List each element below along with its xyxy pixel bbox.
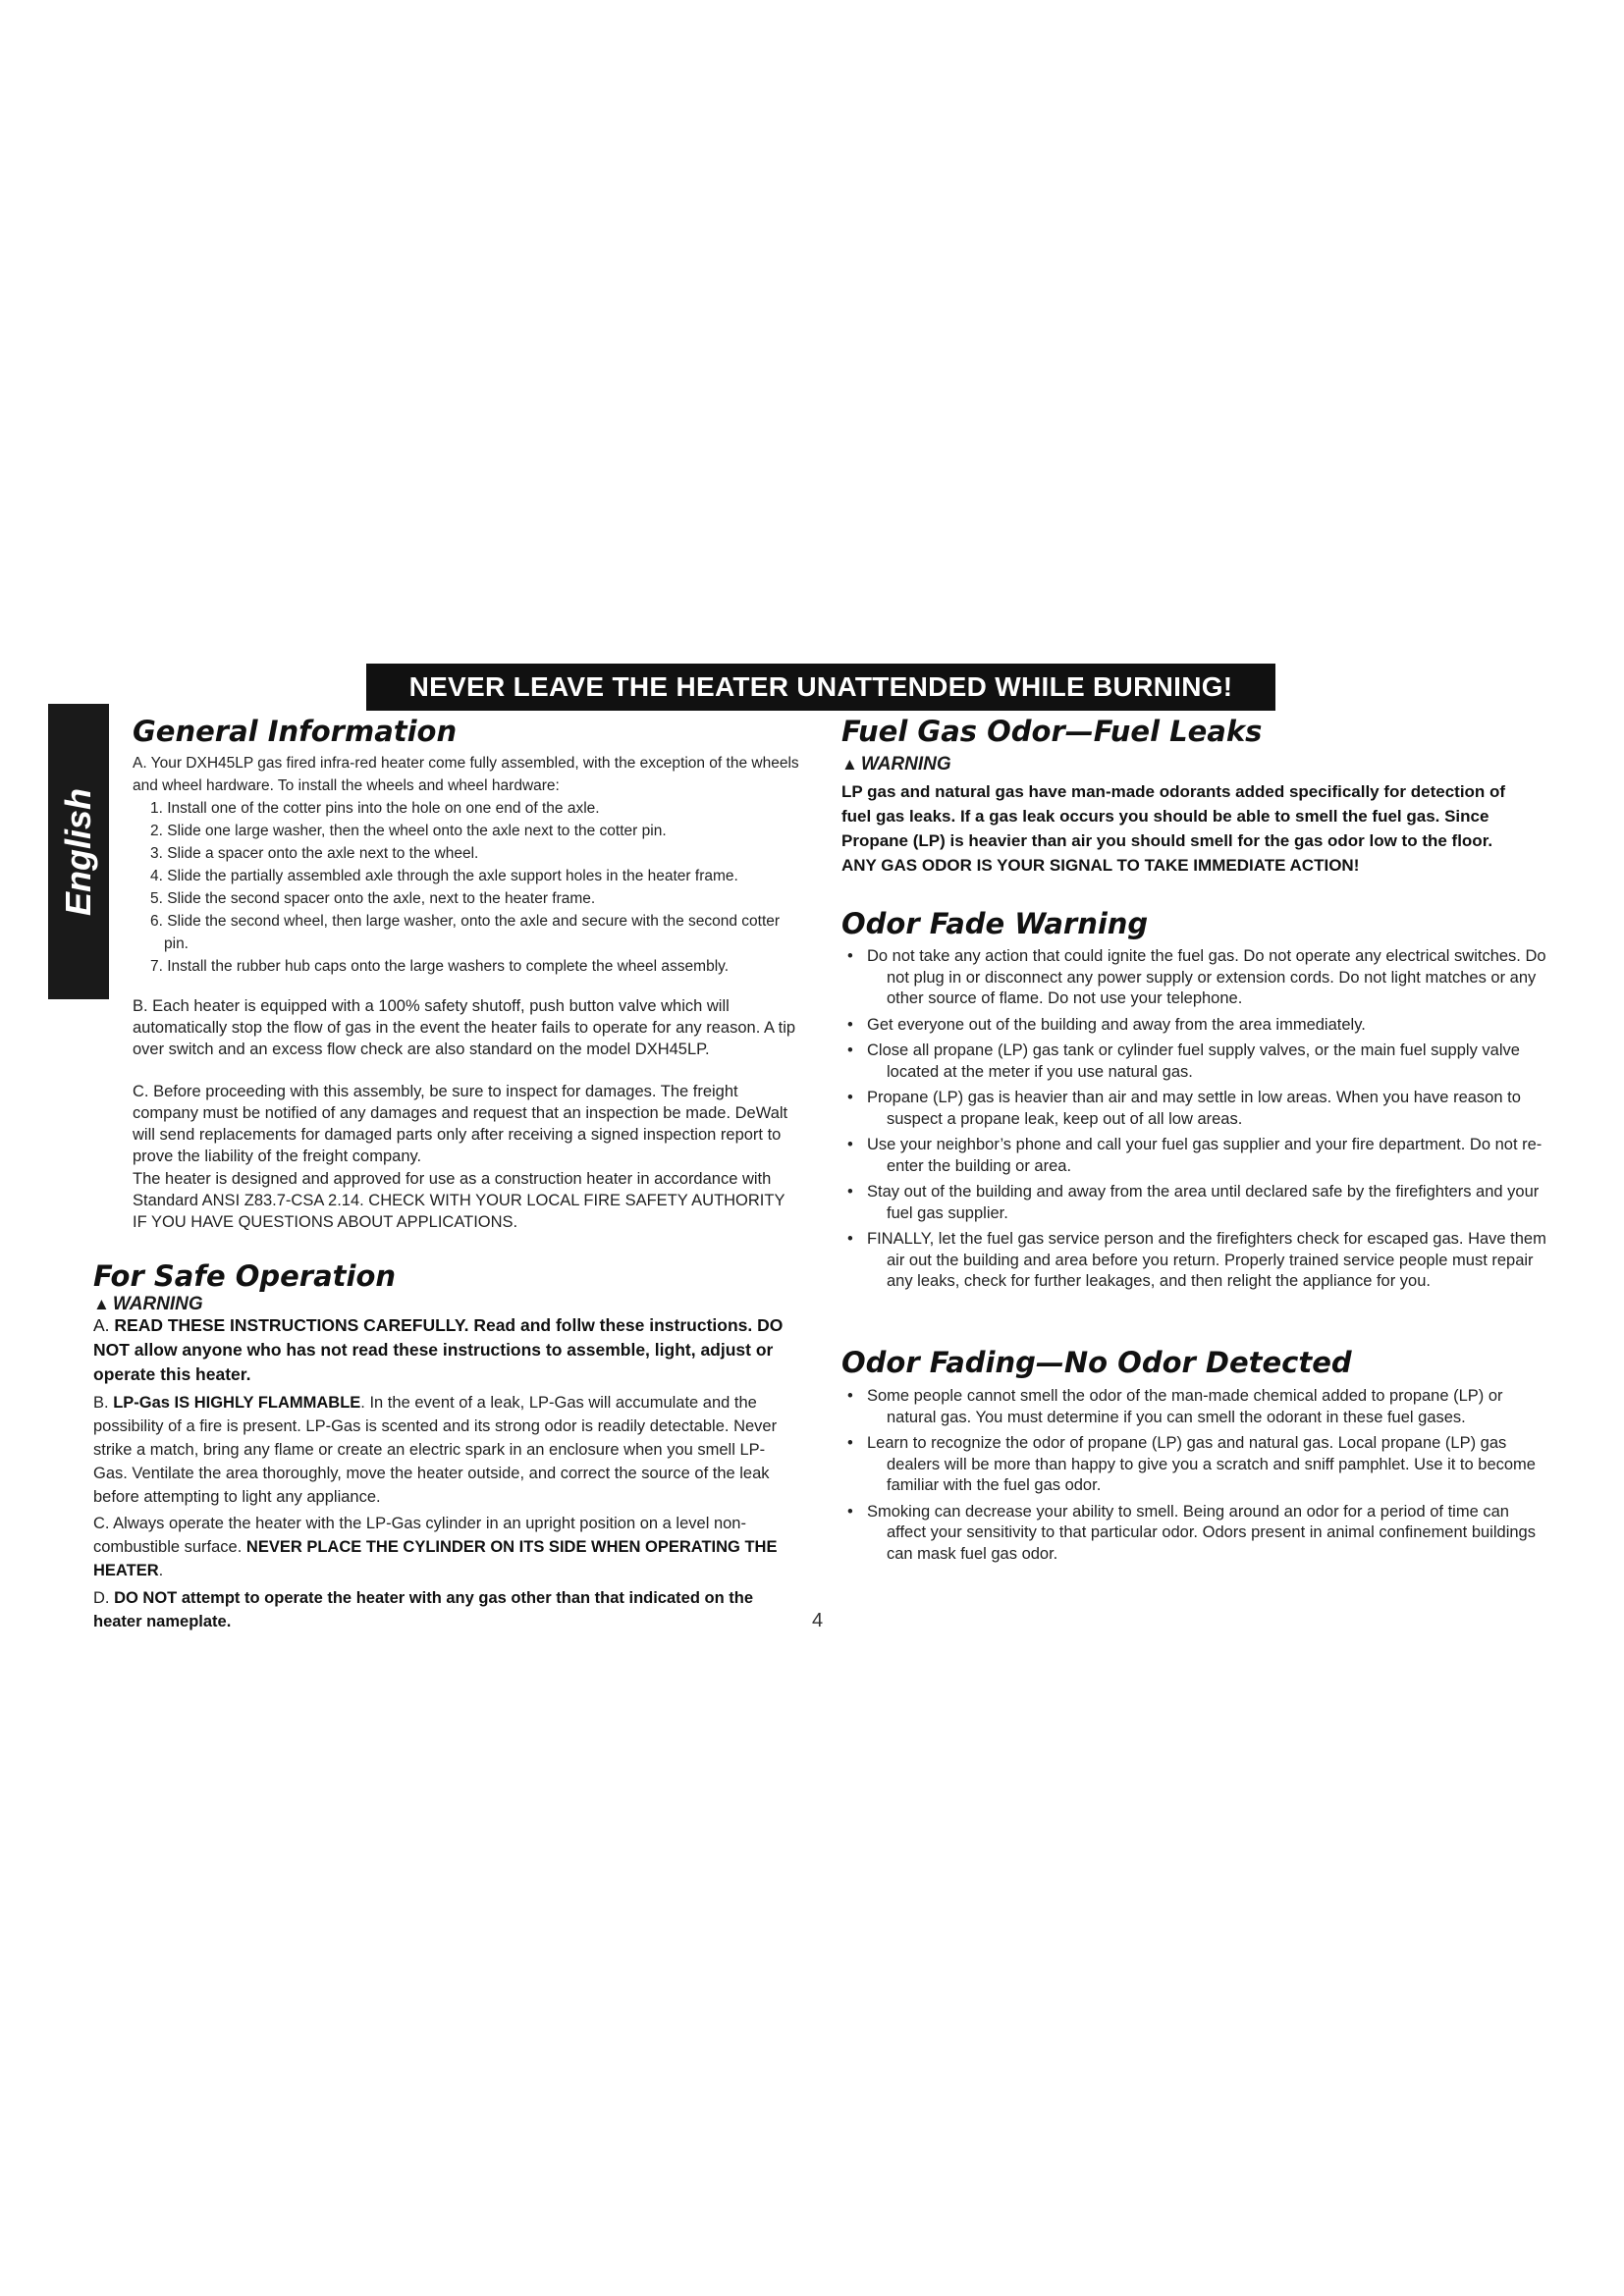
safe-operation-title: For Safe Operation [93,1259,397,1293]
step-item: 5. Slide the second spacer onto the axle, next to the heater frame. [150,890,596,907]
safe-a-bold: READ THESE INSTRUCTIONS CAREFULLY. Read and follw these instructions. DO NOT allow anyone who has not read these instructions to assemble, light, adjust or operate this heater. [93,1315,784,1384]
general-d: The heater is designed and approved for use as a construction heater in accordance with Standard ANSI Z83.7-CSA 2.14. CHECK WITH YOUR LOCAL FIRE SAFETY AUTHORITY IF YOU HAVE QUESTIONS ABOUT APPLICATIONS. [133,1170,785,1231]
safe-d-prefix: D. [93,1589,115,1607]
safe-d [93,1586,798,1633]
odor-fading-title: Odor Fading—No Odor Detected [841,1346,1352,1379]
language-tab-label: English [58,787,98,916]
list-item: • FINALLY, let the fuel gas service person and the firefighters check for escaped gas. Have them air out the building and area before you return. Properly trained service people must repair any leaks, check for further leakages, and then relight the appliance for you. [841,1229,1548,1293]
list-item: • Some people cannot smell the odor of the man-made chemical added to propane (LP) or natural gas. You must determine if you can smell the odorant in these fuel gases. [841,1386,1548,1428]
warning-triangle-icon: ▲ [93,1295,110,1313]
safe-b [93,1391,798,1509]
step-item: 7. Install the rubber hub caps onto the large washers to complete the wheel assembly. [150,958,730,975]
general-b: B. Each heater is equipped with a 100% safety shutoff, push button valve which will automatically stop the flow of gas in the event the heater fails to operate for any reason. A tip over switch and an excess flow check are also standard on the model DXH45LP. [133,997,796,1058]
wheel-assembly-steps [142,797,802,978]
safe-a-prefix: A. [93,1315,115,1335]
safe-warning-text: WARNING [112,1294,203,1314]
warning-banner: NEVER LEAVE THE HEATER UNATTENDED WHILE BURNING! [366,664,1275,711]
safe-a [93,1313,798,1387]
step-item: 1. Install one of the cotter pins into the hole on one end of the axle. [150,800,600,817]
list-item: • Smoking can decrease your ability to smell. Being around an odor for a period of time can affect your sensitivity to that particular odor. Odors present in animal confinement buildings can mask fuel gas odor. [841,1502,1548,1566]
fuel-warning-body: LP gas and natural gas have man-made odorants added specifically for detection of fuel gas leaks. If a gas leak occurs you should be able to smell the fuel gas. Since Propane (LP) is heavier than air you should smell for the gas odor low to the floor. ANY GAS ODOR IS YOUR SIGNAL TO TAKE IMMEDIATE ACTION! [841,782,1506,875]
list-item: • Do not take any action that could ignite the fuel gas. Do not operate any electrical switches. Do not plug in or disconnect any power supply or extension cords. Do not light matches or any other source of flame. Do not use your telephone. [841,946,1548,1010]
safe-c-bold: NEVER PLACE THE CYLINDER ON ITS SIDE WHEN OPERATING THE HEATER [93,1538,778,1579]
safe-b-prefix: B. [93,1394,114,1412]
odor-fading-list [841,1386,1548,1570]
fuel-warning-text: WARNING [860,754,951,774]
page-number: 4 [812,1610,824,1631]
fuel-warning-label [841,754,951,775]
warning-triangle-icon: ▲ [841,755,858,774]
safe-b-text: . In the event of a leak, LP-Gas will accumulate and the possibility of a fire is present. LP-Gas is scented and its strong odor is readily detectable. Never strike a match, bring any flame or create an electric spark in an enclosure when you smell LP-Gas. Ventilate the area thoroughly, move the heater outside, and correct the source of the leak before attempting to light any appliance. [93,1394,778,1506]
list-item: • Get everyone out of the building and away from the area immediately. [841,1015,1548,1037]
general-information-title: General Information [133,715,458,748]
odor-fade-warning-title: Odor Fade Warning [841,907,1149,940]
odor-fade-list [841,946,1548,1298]
fuel-gas-odor-title: Fuel Gas Odor—Fuel Leaks [841,715,1263,748]
list-item: • Propane (LP) gas is heavier than air and may settle in low areas. When you have reason to suspect a propane leak, keep out of all low areas. [841,1088,1548,1130]
general-c: C. Before proceeding with this assembly, be sure to inspect for damages. The freight company must be notified of any damages and request that an inspection be made. DeWalt will send replacements for damaged parts only after receiving a signed inspection report to prove the liability of the freight company. [133,1083,788,1165]
general-intro: A. Your DXH45LP gas fired infra-red heater come fully assembled, with the exception of the wheels and wheel hardware. To install the wheels and wheel hardware: [133,755,799,794]
safe-d-bold: DO NOT attempt to operate the heater with any gas other than that indicated on the heater nameplate. [93,1589,753,1630]
safe-c-end: . [158,1562,164,1579]
list-item: • Learn to recognize the odor of propane (LP) gas and natural gas. Local propane (LP) gas dealers will be more than happy to give you a scratch and sniff pamphlet. Use it to become familiar with the fuel gas odor. [841,1433,1548,1497]
step-item: 2. Slide one large washer, then the wheel onto the axle next to the cotter pin. [150,823,667,839]
language-tab [48,704,109,999]
list-item: • Use your neighbor’s phone and call your fuel gas supplier and your fire department. Do not re-enter the building or area. [841,1135,1548,1177]
safe-warning-label [93,1294,203,1315]
safe-c-text: C. Always operate the heater with the LP-Gas cylinder in an upright position on a level non-combustible surface. [93,1515,746,1556]
safe-b-bold: LP-Gas IS HIGHLY FLAMMABLE [113,1394,361,1412]
list-item: • Stay out of the building and away from the area until declared safe by the firefighters and your fuel gas supplier. [841,1182,1548,1224]
list-item: • Close all propane (LP) gas tank or cylinder fuel supply valves, or the main fuel supply valve located at the meter if you use natural gas. [841,1041,1548,1083]
step-item: 4. Slide the partially assembled axle through the axle support holes in the heater frame. [150,868,738,884]
step-item: 3. Slide a spacer onto the axle next to the wheel. [150,845,479,862]
step-item: 6. Slide the second wheel, then large washer, onto the axle and secure with the second cotter pin. [150,913,781,952]
safe-c [93,1512,798,1582]
